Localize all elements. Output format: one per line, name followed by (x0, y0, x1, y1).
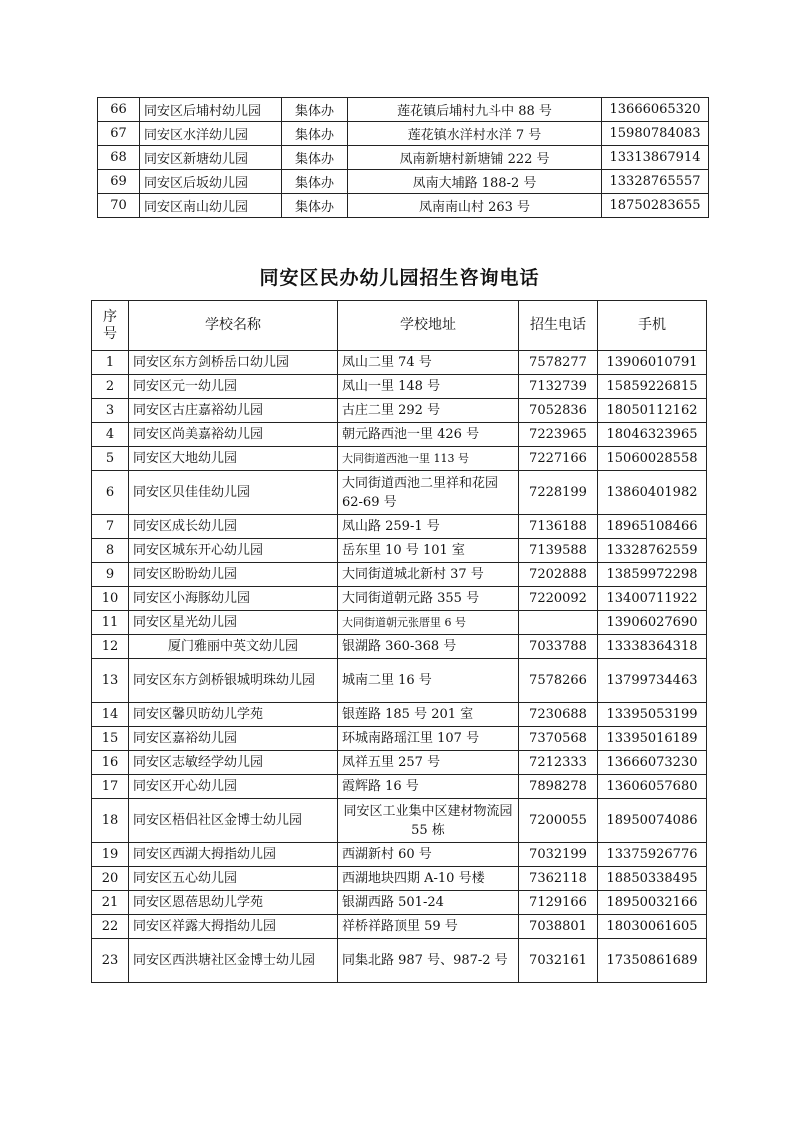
row-number: 2 (92, 375, 129, 399)
table-row (92, 471, 707, 515)
enrollment-phone: 7220092 (519, 587, 598, 611)
page-title: 同安区民办幼儿园招生咨询电话 (259, 267, 540, 289)
school-address: 凤南大埔路 188-2 号 (348, 170, 602, 194)
school-address: 岳东里 10 号 101 室 (338, 539, 519, 563)
mobile-phone: 13860401982 (598, 471, 707, 515)
mobile-phone: 13906027690 (598, 611, 707, 635)
school-type: 集体办 (282, 146, 348, 170)
table-row (92, 915, 707, 939)
mobile-phone: 13666073230 (598, 751, 707, 775)
school-name: 同安区大地幼儿园 (129, 447, 338, 471)
table-row (92, 351, 707, 375)
enrollment-phone: 7227166 (519, 447, 598, 471)
table-row (92, 375, 707, 399)
header-school-name: 学校名称 (129, 301, 338, 351)
table-row (92, 751, 707, 775)
table-row (92, 587, 707, 611)
row-number: 23 (92, 939, 129, 983)
mobile-phone: 13606057680 (598, 775, 707, 799)
table-row (92, 611, 707, 635)
school-address: 同集北路 987 号、987-2 号 (338, 939, 519, 983)
school-address: 环城南路瑶江里 107 号 (338, 727, 519, 751)
school-name: 同安区城东开心幼儿园 (129, 539, 338, 563)
school-address: 大同街道城北新村 37 号 (338, 563, 519, 587)
school-address: 大同街道西池二里祥和花园 62-69 号 (338, 471, 519, 515)
row-number: 6 (92, 471, 129, 515)
mobile-phone: 18850338495 (598, 867, 707, 891)
school-name: 同安区东方剑桥岳口幼儿园 (129, 351, 338, 375)
school-address: 大同街道西池一里 113 号 (338, 447, 519, 471)
mobile-phone: 13799734463 (598, 659, 707, 703)
school-name: 同安区元一幼儿园 (129, 375, 338, 399)
school-type: 集体办 (282, 122, 348, 146)
header-mobile: 手机 (598, 301, 707, 351)
school-name: 同安区新塘幼儿园 (140, 146, 282, 170)
row-number: 4 (92, 423, 129, 447)
table-header-row (92, 301, 707, 351)
school-address: 大同街道朝元路 355 号 (338, 587, 519, 611)
mobile-phone: 13906010791 (598, 351, 707, 375)
school-name: 同安区南山幼儿园 (140, 194, 282, 218)
row-number: 1 (92, 351, 129, 375)
school-address: 西湖地块四期 A-10 号楼 (338, 867, 519, 891)
mobile-phone: 13338364318 (598, 635, 707, 659)
header-number-line1: 序 (103, 308, 117, 325)
school-name: 厦门雅丽中英文幼儿园 (129, 635, 338, 659)
school-name: 同安区盼盼幼儿园 (129, 563, 338, 587)
mobile-phone: 13395016189 (598, 727, 707, 751)
row-number: 14 (92, 703, 129, 727)
row-number: 3 (92, 399, 129, 423)
mobile-phone: 18046323965 (598, 423, 707, 447)
enrollment-phone: 7032161 (519, 939, 598, 983)
table-row (98, 194, 709, 218)
mobile-phone: 13328762559 (598, 539, 707, 563)
table-row (92, 447, 707, 471)
enrollment-phone: 7370568 (519, 727, 598, 751)
school-address: 西湖新村 60 号 (338, 843, 519, 867)
mobile-phone: 18950074086 (598, 799, 707, 843)
header-number-line2: 号 (103, 325, 117, 342)
school-address: 凤山路 259-1 号 (338, 515, 519, 539)
table-row (98, 146, 709, 170)
table-row (92, 799, 707, 843)
table-row (92, 775, 707, 799)
row-number: 20 (92, 867, 129, 891)
enrollment-phone: 7230688 (519, 703, 598, 727)
school-address: 凤山二里 74 号 (338, 351, 519, 375)
school-address: 古庄二里 292 号 (338, 399, 519, 423)
school-address: 凤山一里 148 号 (338, 375, 519, 399)
table-row (92, 399, 707, 423)
school-type: 集体办 (282, 194, 348, 218)
mobile-phone: 15859226815 (598, 375, 707, 399)
mobile-phone: 18965108466 (598, 515, 707, 539)
enrollment-phone: 7139588 (519, 539, 598, 563)
enrollment-phone: 7033788 (519, 635, 598, 659)
enrollment-phone: 7578266 (519, 659, 598, 703)
school-phone: 13328765557 (602, 170, 709, 194)
school-name: 同安区五心幼儿园 (129, 867, 338, 891)
table-row (92, 867, 707, 891)
row-number: 17 (92, 775, 129, 799)
school-name: 同安区恩蓓思幼儿学苑 (129, 891, 338, 915)
row-number: 11 (92, 611, 129, 635)
row-number: 69 (98, 170, 140, 194)
school-type: 集体办 (282, 98, 348, 122)
mobile-phone: 17350861689 (598, 939, 707, 983)
school-name: 同安区尚美嘉裕幼儿园 (129, 423, 338, 447)
school-address: 银湖西路 501-24 (338, 891, 519, 915)
school-name: 同安区水洋幼儿园 (140, 122, 282, 146)
school-name: 同安区祥露大拇指幼儿园 (129, 915, 338, 939)
enrollment-phone: 7362118 (519, 867, 598, 891)
school-name: 同安区东方剑桥银城明珠幼儿园 (129, 659, 338, 703)
school-name: 同安区后埔村幼儿园 (140, 98, 282, 122)
school-name: 同安区贝佳佳幼儿园 (129, 471, 338, 515)
school-name: 同安区开心幼儿园 (129, 775, 338, 799)
row-number: 67 (98, 122, 140, 146)
school-phone: 15980784083 (602, 122, 709, 146)
school-name: 同安区志敏经学幼儿园 (129, 751, 338, 775)
table-row (92, 563, 707, 587)
school-phone: 18750283655 (602, 194, 709, 218)
row-number: 5 (92, 447, 129, 471)
table-row (92, 423, 707, 447)
school-name: 同安区西洪塘社区金博士幼儿园 (129, 939, 338, 983)
table-row (92, 703, 707, 727)
header-school-address: 学校地址 (338, 301, 519, 351)
enrollment-phone: 7202888 (519, 563, 598, 587)
mobile-phone: 15060028558 (598, 447, 707, 471)
school-address: 城南二里 16 号 (338, 659, 519, 703)
row-number: 22 (92, 915, 129, 939)
row-number: 9 (92, 563, 129, 587)
table-row (92, 515, 707, 539)
enrollment-phone: 7132739 (519, 375, 598, 399)
enrollment-phone: 7223965 (519, 423, 598, 447)
school-type: 集体办 (282, 170, 348, 194)
enrollment-phone: 7228199 (519, 471, 598, 515)
school-address: 银湖路 360-368 号 (338, 635, 519, 659)
mobile-phone: 18030061605 (598, 915, 707, 939)
table-row (92, 939, 707, 983)
school-address: 大同街道朝元张厝里 6 号 (338, 611, 519, 635)
school-address: 银莲路 185 号 201 室 (338, 703, 519, 727)
row-number: 15 (92, 727, 129, 751)
enrollment-phone: 7578277 (519, 351, 598, 375)
table-row (92, 635, 707, 659)
school-name: 同安区馨贝昉幼儿学苑 (129, 703, 338, 727)
row-number: 18 (92, 799, 129, 843)
enrollment-phone: 7212333 (519, 751, 598, 775)
table-row (98, 98, 709, 122)
table-row (92, 891, 707, 915)
school-address: 凤南南山村 263 号 (348, 194, 602, 218)
table-row (92, 843, 707, 867)
enrollment-phone: 7129166 (519, 891, 598, 915)
mobile-phone: 13395053199 (598, 703, 707, 727)
school-name: 同安区小海豚幼儿园 (129, 587, 338, 611)
row-number: 21 (92, 891, 129, 915)
row-number: 13 (92, 659, 129, 703)
school-name: 同安区嘉裕幼儿园 (129, 727, 338, 751)
mobile-phone: 18950032166 (598, 891, 707, 915)
enrollment-phone: 7136188 (519, 515, 598, 539)
school-name: 同安区星光幼儿园 (129, 611, 338, 635)
table-row (92, 727, 707, 751)
row-number: 19 (92, 843, 129, 867)
previous-page-table-body (98, 98, 709, 218)
enrollment-phone: 7200055 (519, 799, 598, 843)
row-number: 16 (92, 751, 129, 775)
row-number: 7 (92, 515, 129, 539)
header-enrollment-phone: 招生电话 (519, 301, 598, 351)
table-row (92, 659, 707, 703)
row-number: 68 (98, 146, 140, 170)
table-row (92, 539, 707, 563)
row-number: 70 (98, 194, 140, 218)
previous-page-table (97, 97, 709, 218)
school-address: 霞辉路 16 号 (338, 775, 519, 799)
header-number (92, 301, 129, 351)
mobile-phone: 13400711922 (598, 587, 707, 611)
enrollment-phone: 7038801 (519, 915, 598, 939)
row-number: 8 (92, 539, 129, 563)
school-name: 同安区成长幼儿园 (129, 515, 338, 539)
school-name: 同安区西湖大拇指幼儿园 (129, 843, 338, 867)
mobile-phone: 13859972298 (598, 563, 707, 587)
school-address: 朝元路西池一里 426 号 (338, 423, 519, 447)
school-phone: 13666065320 (602, 98, 709, 122)
school-address: 祥桥祥路顶里 59 号 (338, 915, 519, 939)
school-address: 凤祥五里 257 号 (338, 751, 519, 775)
school-address: 凤南新塘村新塘铺 222 号 (348, 146, 602, 170)
kindergarten-table (91, 300, 707, 983)
mobile-phone: 13375926776 (598, 843, 707, 867)
table-row (98, 170, 709, 194)
school-address: 莲花镇后埔村九斗中 88 号 (348, 98, 602, 122)
enrollment-phone (519, 611, 598, 635)
school-address: 同安区工业集中区建材物流园 55 栋 (338, 799, 519, 843)
enrollment-phone: 7032199 (519, 843, 598, 867)
school-name: 同安区古庄嘉裕幼儿园 (129, 399, 338, 423)
row-number: 12 (92, 635, 129, 659)
mobile-phone: 18050112162 (598, 399, 707, 423)
school-name: 同安区后坂幼儿园 (140, 170, 282, 194)
table-row (98, 122, 709, 146)
enrollment-phone: 7052836 (519, 399, 598, 423)
row-number: 66 (98, 98, 140, 122)
school-name: 同安区梧侣社区金博士幼儿园 (129, 799, 338, 843)
school-address: 莲花镇水洋村水洋 7 号 (348, 122, 602, 146)
school-phone: 13313867914 (602, 146, 709, 170)
row-number: 10 (92, 587, 129, 611)
enrollment-phone: 7898278 (519, 775, 598, 799)
